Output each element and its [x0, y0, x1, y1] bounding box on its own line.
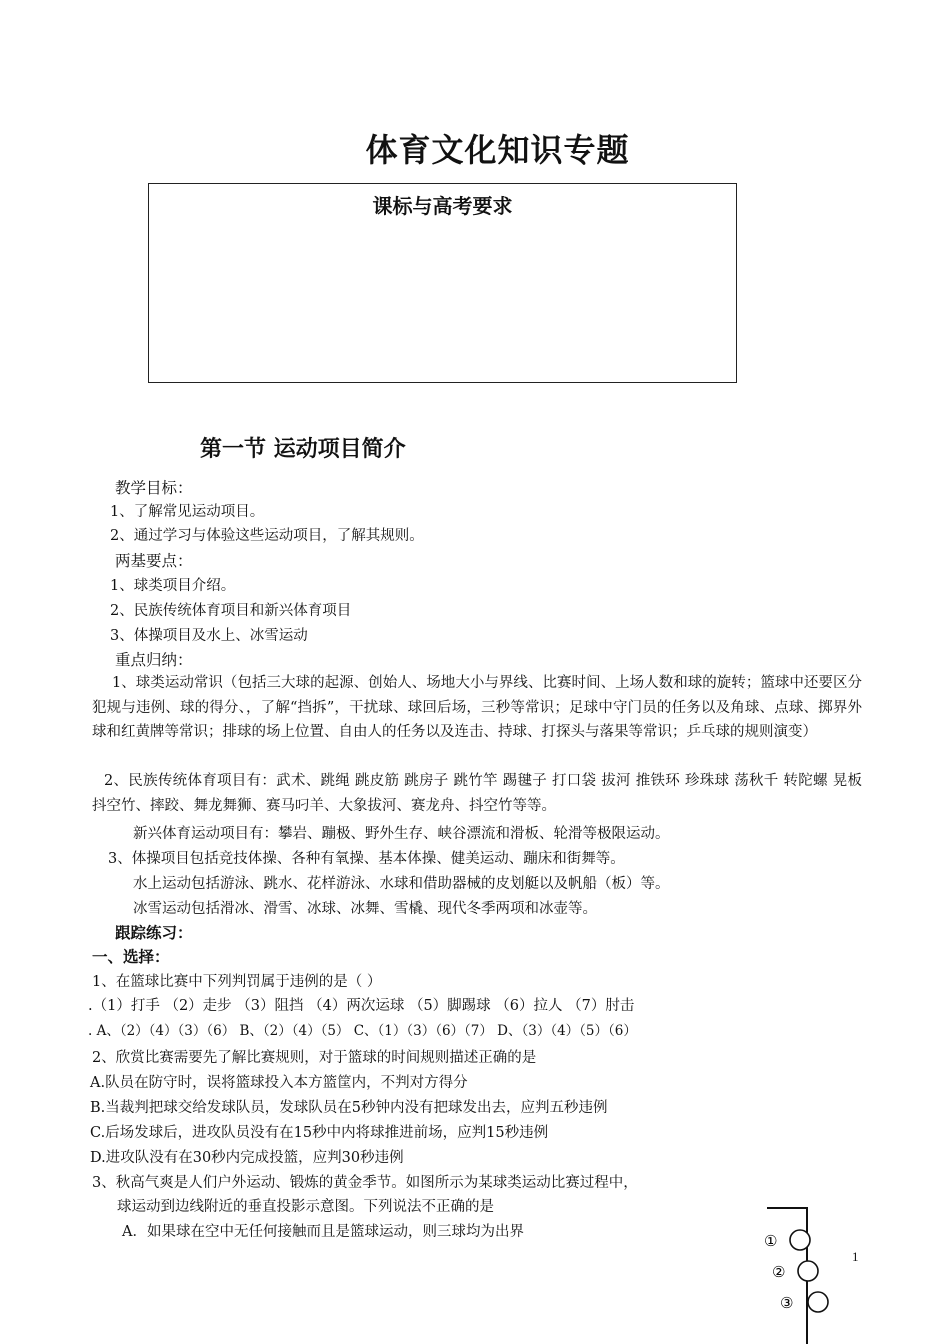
question-2-option-d: D.进攻队没有在30秒内完成投篮，应判30秒违例	[90, 1150, 404, 1166]
summary-ice-sports: 冰雪运动包括滑冰、滑雪、冰球、冰舞、雪橇、现代冬季两项和冰壶等。	[133, 901, 597, 917]
section-title: 第一节 运动项目简介	[200, 437, 406, 462]
question-3-option-a: A．如果球在空中无任何接触而且是篮球运动，则三球均为出界	[122, 1224, 524, 1240]
key-point-item: 2、民族传统体育项目和新兴体育项目	[110, 603, 352, 619]
key-point-item: 1、球类项目介绍。	[110, 578, 236, 594]
summary-paragraph-1: 1、球类运动常识（包括三大球的起源、创始人、场地大小与界线、比赛时间、上场人数和球的旋转；篮球中还要区分犯规与违例、球的得分、，了解“挡拆”，干扰球、球回后场，三秒等常识；足球中守门员的任务以及角球、点球、掷界外球和红黄牌等常识；排球的场上位置、自由人的任务以及连击、持球、打探头与落果等常识；乒乓球的规则演变）	[92, 675, 862, 740]
summary-paragraph-2: 2、民族传统体育项目有：武术、跳绳 跳皮筋 跳房子 跳竹竿 踢毽子 打口袋 拔河 推铁环 珍珠球 荡秋千 转陀螺 晃板 抖空竹、摔跤、舞龙舞狮、赛马叼羊、大象拔河、赛龙舟、抖空竹等等。	[92, 773, 862, 814]
requirements-title: 课标与高考要求	[372, 194, 513, 218]
summary-heading: 重点归纳：	[115, 651, 193, 669]
question-3-stem: 3、秋高气爽是人们户外运动、锻炼的黄金季节。如图所示为某球类运动比赛过程中，	[92, 1175, 638, 1191]
question-2-option-c: C.后场发球后，进攻队员没有在15秒中内将球推进前场，应判15秒违例	[90, 1125, 549, 1141]
ball-2	[798, 1261, 818, 1281]
practice-heading: 跟踪练习：	[115, 924, 193, 942]
ball-position-diagram	[755, 1206, 835, 1344]
summary-paragraph-3: 3、体操项目包括竞技体操、各种有氧操、基本体操、健美运动、蹦床和街舞等。	[108, 851, 625, 867]
question-2-stem: 2、欣赏比赛需要先了解比赛规则，对于篮球的时间规则描述正确的是	[92, 1050, 537, 1066]
teaching-goal-item: 1、了解常见运动项目。	[110, 504, 265, 520]
key-point-item: 3、体操项目及水上、冰雪运动	[110, 628, 308, 644]
teaching-goal-item: 2、通过学习与体验这些运动项目，了解其规则。	[110, 528, 424, 544]
question-1-options: . A、（2）（4）（3）（6） B、（2）（4）（5） C、（1）（3）（6）（7） D、（3）（4）（5）（6）	[88, 1023, 637, 1039]
diagram-label-3: ③	[780, 1294, 794, 1312]
diagram-label-1: ①	[764, 1232, 778, 1250]
key-points-heading: 两基要点：	[115, 552, 193, 570]
question-1-items: .（1）打手 （2）走步 （3）阻挡 （4）两次运球 （5）脚踢球 （6）拉人 （7）肘击	[88, 998, 635, 1014]
diagram-label-2: ②	[772, 1263, 786, 1281]
question-2-option-a: A.队员在防守时，误将篮球投入本方篮筐内，不判对方得分	[90, 1075, 468, 1091]
question-2-option-b: B.当裁判把球交给发球队员，发球队员在5秒钟内没有把球发出去，应判五秒违例	[90, 1100, 608, 1116]
document-title: 体育文化知识专题	[365, 131, 630, 169]
requirements-box	[148, 183, 737, 383]
teaching-goals-heading: 教学目标：	[115, 479, 193, 497]
ball-1	[790, 1230, 810, 1250]
page-number: 1	[852, 1249, 859, 1264]
question-3-stem-continued: 球运动到边线附近的垂直投影示意图。下列说法不正确的是	[117, 1199, 494, 1215]
summary-new-sports: 新兴体育运动项目有：攀岩、蹦极、野外生存、峡谷漂流和滑板、轮滑等极限运动。	[133, 826, 670, 842]
ball-3	[808, 1292, 828, 1312]
question-1-stem: 1、在篮球比赛中下列判罚属于违例的是（ ）	[92, 974, 382, 990]
summary-water-sports: 水上运动包括游泳、跳水、花样游泳、水球和借助器械的皮划艇以及帆船（板）等。	[133, 876, 670, 892]
choice-heading: 一、选择：	[92, 948, 170, 966]
